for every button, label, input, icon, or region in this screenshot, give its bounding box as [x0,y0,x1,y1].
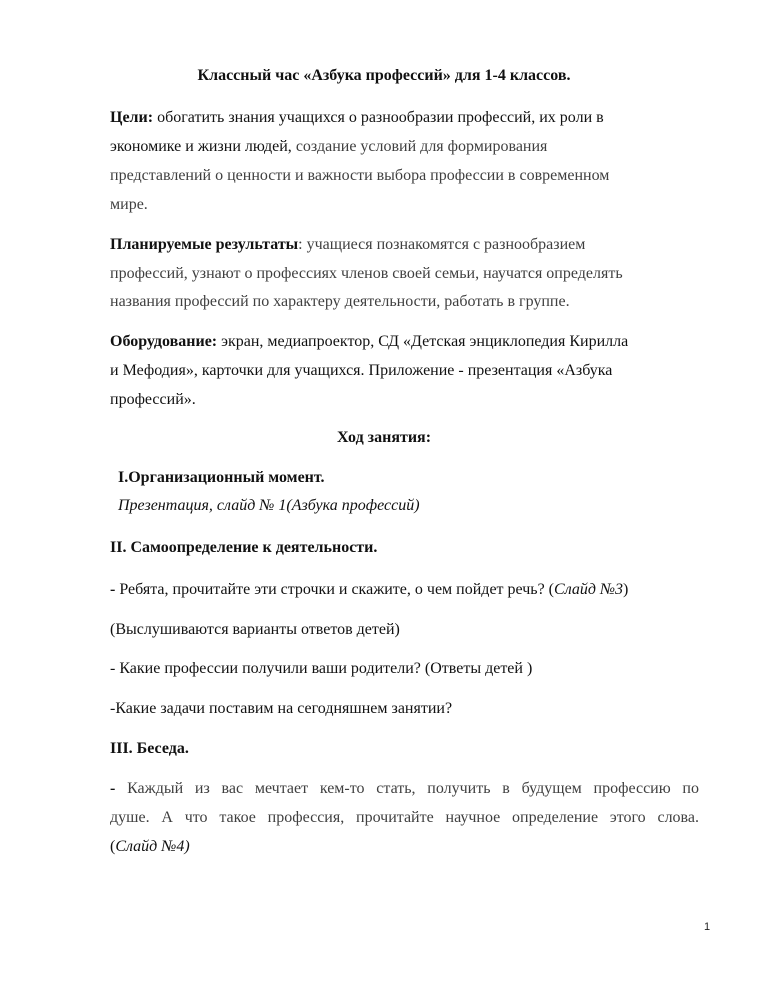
results-text-1: : учащиеся познакомятся с разнообразием [298,236,586,253]
document-title: Классный час «Азбука профессий» для 1-4 классов. [197,67,571,84]
section-3-line-2 [110,808,699,828]
goals-text-2a: экономике и жизни людей, [110,138,296,155]
goals-line-4: мире. [110,196,148,213]
equipment-label: Оборудование: [110,333,218,350]
lesson-heading: Ход занятия: [336,429,432,446]
results-label: Планируемые результаты [110,236,299,253]
goals-line-2 [110,137,547,157]
section-3-text-1: Каждый из вас мечтает кем-то стать, получить в будущем профессию по [127,780,699,797]
section-2-line-3: - Какие профессии получили ваши родители? (Ответы детей ) [110,660,533,677]
section-2-heading: II. Самоопределение к деятельности. [110,539,378,556]
paren-open: ( [110,838,116,855]
dash-mark: - [110,581,120,598]
section-1-heading: I.Организационный момент. [118,469,325,486]
section-1-note: Презентация, слайд № 1(Азбука профессий) [118,497,420,514]
results-line-1 [110,235,585,255]
page-number: 1 [704,921,711,933]
results-line-3: названия профессий по характеру деятельности, работать в группе. [110,293,570,310]
section-2-line-4: -Какие задачи поставим на сегодняшнем занятии? [110,700,453,717]
section-3-heading: III. Беседа. [110,740,189,757]
goals-line-1 [110,108,604,128]
goals-text-2b: создание условий для формирования [295,138,548,155]
slide-ref: Слайд №4) [115,838,190,855]
section-3-line-3 [110,837,190,857]
section-2-text-1: Ребята, прочитайте эти строчки и скажите, о чем пойдет речь? ( [119,581,555,598]
equipment-text-1: экран, медиапроектор, СД «Детская энциклопедия Кирилла [217,333,629,350]
results-line-2: профессий, узнают о профессиях членов своей семьи, научатся определять [110,265,623,282]
section-2-line-1 [110,580,628,600]
equipment-line-3: профессий». [110,391,196,408]
goals-line-3: представлений о ценности и важности выбора профессии в современном [110,167,610,184]
section-3-text-2: душе. А что такое профессия, прочитайте научное определение этого слова. [110,809,699,826]
section-3-line-1 [110,779,699,799]
equipment-line-1 [110,332,628,352]
equipment-line-2: и Мефодия», карточки для учащихся. Приложение - презентация «Азбука [110,362,613,379]
paren-close: ) [623,581,629,598]
section-2-line-2: (Выслушиваются варианты ответов детей) [110,621,400,638]
slide-ref: Слайд №3 [554,581,624,598]
goals-label: Цели: [110,109,154,126]
dash-mark: - [110,780,128,797]
goals-text-1: обогатить знания учащихся о разнообразии профессий, их роли в [153,109,604,126]
